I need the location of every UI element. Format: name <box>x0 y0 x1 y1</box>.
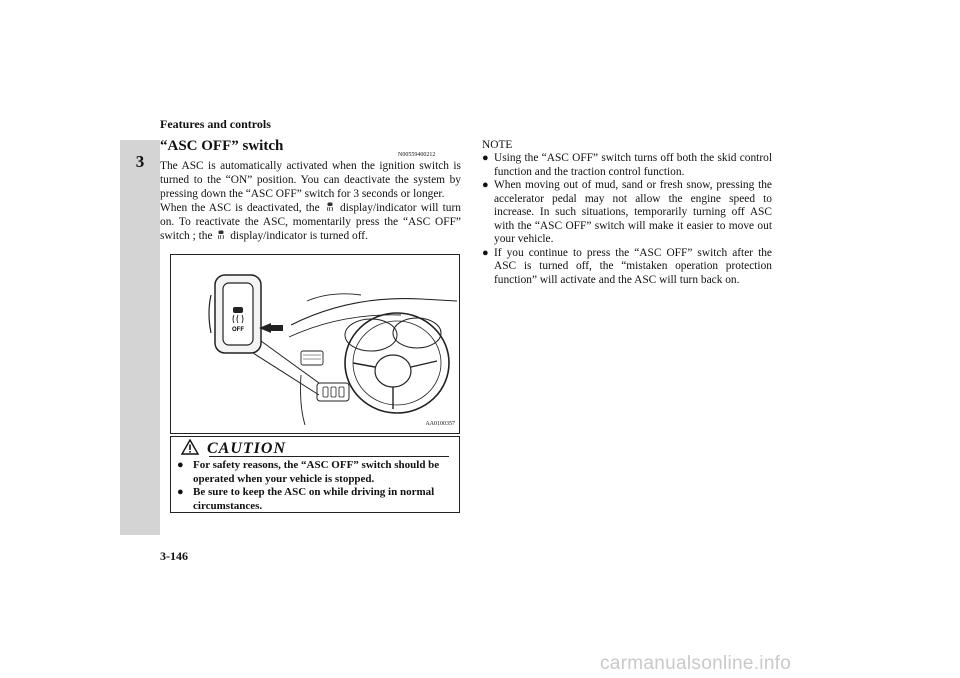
section-header: Features and controls <box>160 117 271 131</box>
page-number: 3-146 <box>160 549 188 563</box>
paragraph-part-b: display/indicator will turn on. To reactivate the ASC, momentarily press the “ASC OFF” switch ; the <box>160 202 461 243</box>
figure-id: AA0100357 <box>425 421 455 427</box>
watermark: carmanualsonline.info <box>600 653 792 674</box>
note-list <box>482 152 772 287</box>
note-item: ● When moving out of mud, sand or fresh snow, pressing the accelerator pedal may not allow the engine speed to increase. In such situations, temporarily turning off ASC with the “ASC OFF” switch will make it easier to move out your vehicle. <box>482 179 772 247</box>
paragraph-intro: The ASC is automatically activated when the ignition switch is turned to the “ON” position. You can deactivate the system by pressing down the “ASC OFF” switch for 3 seconds or longer. <box>160 160 461 201</box>
caution-item: ● Be sure to keep the ASC on while driving in normal circumstances. <box>177 486 457 513</box>
chapter-number: 3 <box>135 152 145 171</box>
skid-car-icon <box>233 307 243 313</box>
article-code: N00559400212 <box>398 152 436 158</box>
note-label: NOTE <box>482 139 513 151</box>
note-item: ● Using the “ASC OFF” switch turns off both the skid control function and the traction control function. <box>482 152 772 179</box>
asc-indicator-icon <box>217 230 225 240</box>
caution-item: ● For safety reasons, the “ASC OFF” switch should be operated when your vehicle is stopped. <box>177 459 457 486</box>
paragraph-part-c: display/indicator is turned off. <box>230 230 368 243</box>
dashboard-drawing <box>171 255 459 433</box>
asc-off-switch <box>223 283 253 345</box>
warning-triangle-icon <box>181 439 199 455</box>
caution-box <box>170 436 460 513</box>
steering-wheel <box>345 313 449 413</box>
press-arrow-icon <box>259 323 283 333</box>
paragraph-part-a: When the ASC is deactivated, the <box>160 202 320 214</box>
paragraph-deactivate <box>160 201 461 243</box>
caution-list <box>177 459 457 513</box>
dashboard-illustration <box>170 254 460 434</box>
note-item: ● If you continue to press the “ASC OFF” switch after the ASC is turned off, the “mistaken operation protection function” will activate and the ASC will turn back on. <box>482 247 772 288</box>
caution-heading-text: CAUTION <box>207 440 287 457</box>
article-title: “ASC OFF” switch <box>160 138 284 154</box>
switch-off-label: OFF <box>232 327 244 333</box>
caution-divider <box>209 456 449 457</box>
asc-indicator-icon <box>326 202 334 212</box>
chapter-tab <box>120 140 160 535</box>
